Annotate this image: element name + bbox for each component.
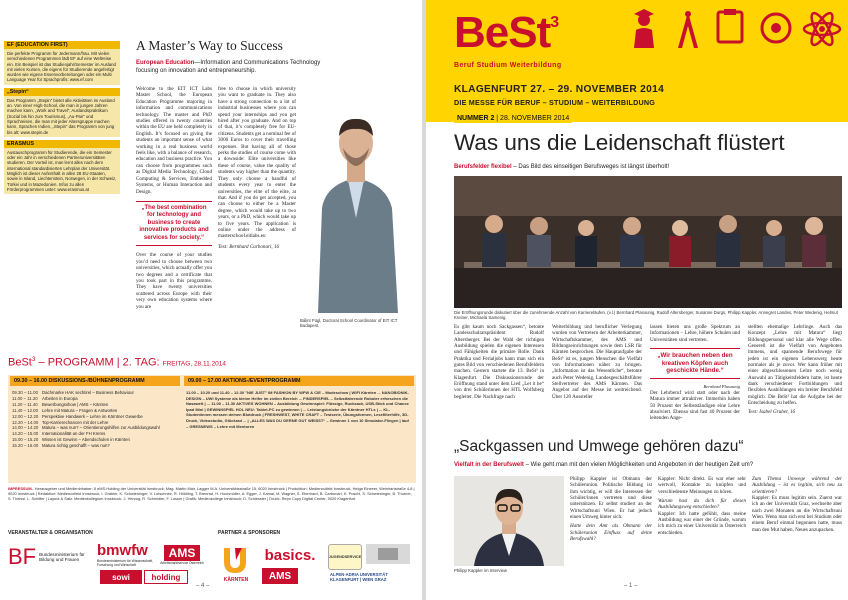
schedule-event: Matura richtig geschafft – was nun? — [42, 443, 110, 449]
stage-schedule — [12, 390, 182, 449]
schedule-event: Bewerbungsshow | AMS – Kärnten — [42, 401, 109, 407]
interview-lead-text: – Wie geht man mit den vielen Möglichkeiten und Angeboten in der heutigen Zeit um? — [523, 462, 754, 468]
main-lead-text: – Das Bild des einseitigen Berufsweges ist längst überholt! — [511, 164, 670, 170]
brand-sup: 3 — [550, 14, 559, 31]
main-col4-text: stellten ehemalige Lehrlinge. Auch das Konzept „Lehre mit Matura“ liegt Bildungspersonal und klar alle Wege offen. Generell ist die Vielfalt von Angeboten immens, und spannende Berufswege für jeden ist ein eigenen Lebenswerg heute normaler als je zuvor. Wer kann früher mit einer abgeschlossenen Lehre noch wenig Auswahl an Tätigkeitsfeldern hatte, ist heute dank verschiedener Fortbildungen und flexiblen Ausbildungen ein breiter Berufsfeld möglich. Die BeSt³ hat die Aufgabe bei der Entscheidung zu helfen. — [748, 324, 842, 407]
stage-programme-bar: 09.30 – 16.00 DISKUSSIONS-/BÜHNENPROGRAMM — [10, 376, 180, 386]
main-column-3 — [650, 324, 740, 422]
panel-discussion-photo — [454, 176, 842, 308]
article-pullquote: „The best combination for technology and business to create innovative products and services for society.“ — [136, 201, 212, 247]
schedule-time: 14.00 – 14.20 — [12, 425, 39, 431]
brand-text: BeSt — [454, 8, 551, 57]
sidebar-heading-erasmus: ERASMUS — [4, 140, 120, 148]
ams-logo-text: Arbeitsmarktservice Österreich — [160, 561, 204, 565]
article-lead — [136, 60, 336, 75]
interview-headline: „Sackgassen und Umwege gehören dazu“ — [454, 438, 744, 455]
sidebar-text-erasmus: Austauschprogramm für Studierende, die ein Semester oder ein Jahr in verschiedenen Partneruniversitäten studieren. Der Vorteil ist, man lernt alles nach dem international standardisierten Lehrplan der Universität. Möglich ist dieser Aufenthalt in allen 28 EU-Staaten, sowie in Island, Liechtenstein, Norwegen, in der Schweiz, Türkei und in Mazedonien. Infos zu allen Förderprogrammen unter: www.erasmus.at — [4, 148, 120, 194]
schedule-event: Top-Karrierechancen mit der Lehre — [42, 419, 109, 425]
impressum — [8, 487, 416, 502]
main-column-4 — [748, 324, 842, 416]
kaernten-logo: KÄRNTEN — [223, 577, 249, 583]
article-col1-text: Welcome to the EIT ICT Labs Master School, the European Education Programme majoring in information and communications technology. The master and PhD studies offered in twenty countries within the EU are held completely in English. It’s focused on giving the students an important sense of what working in a real business world feels like, with a balance of research, education and business practice. You can choose from programmes such as Digital Media Technology, Cloud Computing & Services, Embedded Systems, or Human Interaction and Design. — [136, 86, 212, 195]
schedule-time: 15.00 – 15.20 — [12, 437, 39, 443]
bmbf-logo-text: Bundesministerium für Bildung und Frauen — [39, 551, 85, 562]
sponsors-label: PARTNER & SPONSOREN — [218, 530, 281, 536]
interview-question-2: Warum hast du dich für diesen Ausbildungsweg entschieden? — [658, 498, 746, 511]
issue-number: NUMMER 2 — [457, 115, 495, 122]
schedule-event: Perspektive Handwerk – Lehre im Kärntner Gewerbe — [42, 413, 143, 419]
interview-photo-caption: Philipp Kappler im Interview — [454, 568, 508, 573]
left-page — [0, 0, 422, 600]
programme-date: FREITAG, 28.11.2014 — [162, 360, 226, 368]
interview-column-1 — [570, 476, 652, 542]
partner-logo-grey-mark — [378, 548, 398, 560]
event-schedule: 11.00 – 10.20 und 11.40 – 12.30 "NIE JUST" IM FASHION BY WFW & CIE – Modeschow | WIFI Kärnten ... NANOBIONIK-DESIGN – UWI Systeme als kleine Helfer im zivilen Bereich ... FINDERSPIEL – Selbstfahrende Roboter erforschen die Nasawelt | ... 11.00 – 11.30 AKTIVES WOHNEN – Ausbildung Gewinnspiel: Flüssige, Rucksack, USB-Stick und Chance Ipad Mini | GEWINNSPIEL HOL NEU: Tablet-PC zu gewinnen | ... Leistungsbrücke der Kärntner HTLs | ... KL-Studentinnen messen deinen Blutdruck | FRESHWEST, WHITE CRAFT – Testserie, Übungsformen, Lesefilterhilfe, 3D-Druck, Videostudio, Glückrad ... | „ALLES WAS DU GERNE GUT WEISST“ – Gewinne 1 von 10 Simulator-Fliegen | lauf – GRESNEWS – Lehre mit Mentoren — [186, 390, 409, 429]
schedule-event: Dachmarke HAK sechtirel – Business Behaviour — [42, 390, 134, 395]
article-col1b-text: Over the course of your studies you’d need to choose between two universities, which actually offer you two degrees and a certificate that you took part in this programme. They have twenty universities scattered across Europe with their very own education systems where you are — [136, 252, 212, 310]
programme-title: – PROGRAMM | 2. TAG: — [35, 356, 160, 369]
organizers-label: VERANSTALTER & ORGANISATION — [8, 530, 93, 536]
portrait-caption: Bálint Fügl, Doctoral School Coordinator of EIT ICT Budapest. — [300, 318, 398, 329]
main-headline: Was uns die Leidenschaft flüstert — [454, 130, 785, 155]
interview-question-3: Zum Thema Umwege während der Ausbildung – ist es legitim, sich neu zu orientieren? — [752, 476, 842, 495]
article-byline: Text: Bernhard Carbonari, 16 — [218, 243, 280, 250]
interview-column-2 — [658, 476, 746, 536]
programme-brand-sup: 3 — [31, 356, 36, 363]
schedule-time: 11.40 – 12.00 — [12, 407, 38, 413]
sidebar-text-ef: Die perfekte Programm für Jedermann/frau. Mit vielen verschiedenen Programmen lädt EF auf eine Weltreise ein. Ein Beispiel ist das Studienjahr/Semester im Ausland mit vielen Kursen, die eigens für Studierende angefertigt wurden wie eigene Essenvorbereitungen oder ein Multi Language Year für Sprachprofis: www.ef.com — [4, 49, 120, 85]
schedule-event: Arbeiten in Europa — [42, 395, 78, 401]
interview-col3-text: Kappler: Es muss legitim sein. Zuerst war ich an der Universität Graz, wechselte aber nach zwei Monaten an die Wirtschaftsuni Wien. Wenn man sich erst bei Studium oder einem Beruf einmal begonnen hatte, muss man den Mut haben, Neues anzupacken. — [752, 495, 842, 533]
schedule-time: 11.00 – 11.20 — [12, 395, 38, 401]
article-column-2 — [218, 86, 296, 250]
schedule-time: 14.20 – 15.00 — [12, 431, 39, 437]
main-column-2: Weiterbildung und beruflicher Verlegung wurden von Vertretern der Arbeiterkammer, Wirtschaftskammer, des AMS und Bildungseinrichtungen sowie dem LSR für Kärnten besprochen. Die Hauptaufgabe der BeSt³ ist es, jungen Menschen die Vielfalt von Informationen näher zu bringen. „Information ist das Wesentliche“, betonte auch Peter Wedenig, Landesgeschäftsführer Stellvertreter des AMS Kärnten. Das Angebot auf der Messe ist weitreichend. Über 120 Aussteller — [552, 324, 642, 400]
article-lead-text: —Information and Communications Technology focusing on innovation and entrepreneurship. — [136, 60, 321, 74]
ams-logo-mark: AMS — [164, 545, 201, 561]
fair-date: KLAGENFURT 27. – 29. NOVEMBER 2014 — [454, 84, 665, 95]
interview-col1-text: Philipp Kappler ist Obmann der Schülerunion. Politische Bildung ist ihm wichtig, er will die Interessen der Schüler/innen vertreten und diese unterstützen. Er selbst studiert an der Wirtschaftsuni Wien. Er hat jedoch einen Umweg hinter sich. — [570, 476, 652, 521]
main-col3-text: lassen bieten uns große Spektrum an Informationen – Lehre, höhere Schulen und Universitäten sind vertreten. — [650, 324, 740, 343]
sidebar-heading-stepin: „Stepin“ — [4, 88, 120, 96]
main-lead — [454, 164, 669, 170]
schedule-time: 12.00 – 12.20 — [12, 413, 39, 419]
interview-col2-text: Kappler: Nicht direkt. Es war eher sehr wertvoll, Kontakte zu knüpfen und verschiedenste Meinungen zu hören. — [658, 476, 746, 495]
bmwfw-logo-text: Bundesministerium für Wissenschaft, Forschung und Wirtschaft — [97, 559, 153, 567]
interview-col2b-text: Kappler: Ich hatte gefühlt, dass meine Ausbildung war einer der Gründe, warum ich mich zu einer Universität in Österreich entschieden. — [658, 510, 746, 536]
masthead-icons — [626, 8, 846, 50]
article-col2-text: free to choose in which university you want to graduate in. They also have a strong connection to a lot of industrial businesses where you can spend your internships and you get hired after you graduate. And on top of that, it’s completely free for EU-citizens. Students get a nominal fee of 3000 Euros to cover their travelling expenses. But having all of those perks the studies of course come with a downside: Elite universities like these of course, value the quality of students way higher than the quantity. They only choose a handful of students every year to enter the universities, the elite of the elite, at that. And if you do get accepted, you can choose to either be a Master degree, which would take up to two years, or a PhD, which would take up to five years. The application is online under the address of masterschool.eitlabs.eu — [218, 86, 296, 240]
schedule-event: Wissen ist Gewinn – Abendschulen in Kärnten — [42, 437, 130, 443]
schedule-time: 12.20 – 14.00 — [12, 419, 39, 425]
jugendservice-logo: JUGENDSERVICE — [328, 544, 362, 570]
schedule-row — [12, 443, 182, 449]
programme-heading — [8, 356, 226, 369]
partner-logo-grey — [366, 544, 410, 564]
pullquote-author: Bernhard Plasounig — [703, 383, 740, 389]
interview-question-1: Hatte dein Amt als Obmann der Schülerunion Einfluss auf deine Berufswahl? — [570, 523, 652, 543]
interview-column-3 — [752, 476, 842, 533]
schedule-time: 09.30 – 11.00 — [12, 390, 38, 395]
interview-lead — [454, 462, 753, 468]
event-programme-bar: 09.00 – 17.00 AKTIONS-/EVENTPROGRAMM — [184, 376, 414, 386]
main-pullquote: „Wir brauchen neben den kreativen Köpfen auch geschickte Hände.“ — [650, 348, 740, 379]
impressum-text: – Herausgeber und Medieninhaber: 5 eMS-Holding der Universität Innsbruck, Mag. Martin Mair, Lagger M.A. Universitätsstraße 15, 6020 Innsbruck | Produktion: Mediencollekt Innsbruck, Helga Eineeer, Weinhartstraße 4-8 | 9020 Innsbruck | Redaktion: Mediencollekt Innsbruck, I. Grabler, K. Schwieninger, V. Lutschnez, R. Höldling, T. Brennwi, H. Hochmüller, A. Egger, J. Kamal, M. Wagner, S. Eberhard, B. Carbonari, K. Puschl, S. Schwieninger, B. Thurner, S. Theissl, L. Schiffer | Layout & Satz: Medienkollegium Innsbruck, J. Herzog, R. Schmidler, F. Lusser | Grafik: Medienkollege Innsbruck; D. Schiessler | Druck: Repo Copy Digital Center, 9020 Klagenfurt — [8, 486, 415, 501]
portrait-photo — [300, 88, 412, 313]
main-column-1: Es gibt kaum noch Sackgassen“, betonte Landesschulratspräsident Rudolf Altersberger. Bei der Wahl der richtigen Ausbildung spielen die eigenen Interessen und Fähigkeiten die primäre Rolle. Dank Praktika und Ferialjobs kann man sich ein gutes Bild von verschiedenen Berufsfeldern machen. Gestern startete die 13. BeSt³ in Klagenfurt. Die Diskussionsrunde der Eröffnung stand unter dem Lied „Let it be“ von drei Schülerinnen der HTL Wolfsberg begleitet. Die Nachfrage nach — [454, 324, 544, 400]
main-col3b-text: Der Lehrberuf wird statt oder nach der Matura immer attraktiver. Immerhin haben 50 Prozent der Selbstständigen eine Lehre absolviert. Ebenso sind fast 40 Prozent der leitenden Ange- — [650, 389, 740, 422]
article-title: A Master’s Way to Success — [136, 38, 283, 53]
masthead-tagline: Beruf Studium Weiterbildung — [454, 62, 562, 69]
compass-icon — [678, 12, 698, 48]
impressum-key: IMPRESSUM — [8, 486, 32, 491]
bmbf-logo — [8, 542, 92, 572]
sowi-logo: sowi — [100, 570, 142, 584]
schedule-event: Internationalität an der FH Krems — [42, 431, 106, 437]
programme-brand: BeSt — [8, 356, 32, 369]
bmwfw-logo-mark: bmwfw — [97, 542, 148, 559]
education-sidebar — [4, 38, 120, 194]
bmbf-logo-mark: BF — [8, 544, 37, 569]
issue-line — [454, 114, 572, 123]
article-column-1 — [136, 86, 212, 310]
ams-logo-right: AMS — [262, 568, 298, 584]
schedule-event: Lehre mit Matura – Fragen & Antworten — [42, 407, 118, 413]
ur-logo — [220, 544, 250, 574]
fair-subtitle: DIE MESSE FÜR BERUF – STUDIUM – WEITERBILDUNG — [454, 98, 656, 107]
left-page-number: – 4 – — [196, 583, 210, 589]
schedule-time: 11.20 – 11.40 — [12, 401, 38, 407]
main-article-author: Text: Isabel Gruber, 16 — [748, 409, 796, 416]
interview-photo — [454, 476, 564, 566]
interview-lead-keyword: Vielfalt in der Berufswelt — [454, 462, 524, 468]
article-lead-keyword: European Education — [136, 60, 195, 66]
bmwfw-logo — [97, 542, 157, 570]
schedule-event: Matura – was nun? – Orientierungshilfen zur Ausbildungswahl — [42, 425, 160, 431]
right-page-number: – 1 – — [624, 583, 638, 589]
masthead-brand — [454, 8, 558, 58]
issue-date: | 28. NOVEMBER 2014 — [496, 115, 570, 122]
alpen-adria-logo: ALPEN-ADRIA UNIVERSITÄT KLAGENFURT | WIEN GRAZ — [330, 572, 388, 582]
schedule-time: 15.20 – 16.00 — [12, 443, 39, 449]
panel-photo-caption: Die Eröffnungsrunde diskutiert über die zunehmende Anzahl von Karriereläufen. (v.l.) Bernhard Plasounig, Rudolf Altersberger, Susanne Durgs, Philipp Kappler, Annegret Landes, Peter Wedenig, Helmut Kreiner, Michaela Samenig. — [454, 310, 838, 321]
sidebar-text-stepin: Das Programm „Stepin“ bietet alle Aktivitäten im Ausland an. Von einer High-School, die man in jungen Jahren machen kann, „Work and Travel“, Auslandspraktikum (Sozial bis hin zum Tourismus), „Au-Pair“ und Sprachreisen, die man mit jeder Altersgruppe machen kann, Sprachen Indien, „Stepin“ das Programm von jung bis alt: www.stepin.de — [4, 96, 120, 137]
ams-logo-left — [160, 542, 204, 568]
clipboard-icon — [718, 12, 742, 42]
right-page — [426, 0, 848, 600]
main-lead-keyword: Berufsfelder flexibel — [454, 164, 512, 170]
basics-logo: basics. — [264, 546, 316, 564]
holding-logo: holding — [144, 570, 188, 584]
sidebar-heading-ef: EF (EDUCATION FIRST) — [4, 41, 120, 49]
